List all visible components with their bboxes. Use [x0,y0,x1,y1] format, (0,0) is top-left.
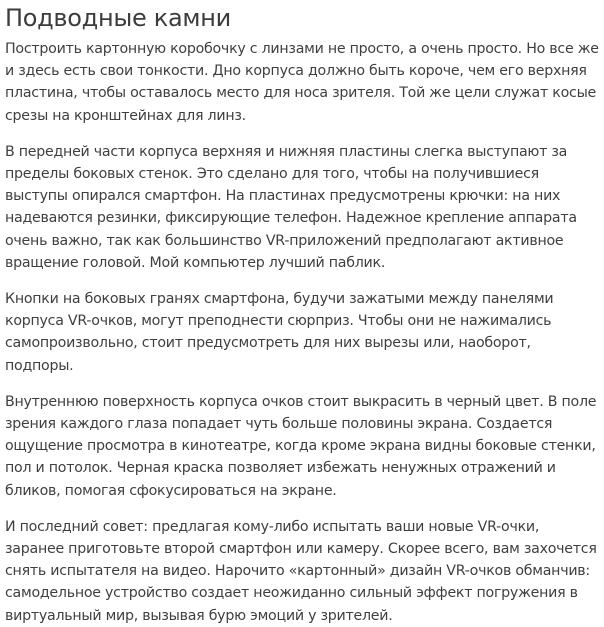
article-paragraph-3: Кнопки на боковых гранях смартфона, будучи зажатыми между панелями корпуса VR-очков, могут преподнести сюрприз. Чтобы они не нажимались самопроизвольно, стоит предусмотреть для них вырезы или, наоборот, подпоры. [5,291,554,374]
article-paragraph-1: Построить картонную коробочку с линзами не просто, а очень просто. Но все же и здесь есть свои тонкости. Дно корпуса должно быть короче, чем его верхняя пластина, чтобы оставалось место для носа зрителя. Той же цели служат косые срезы на кронштейнах для линз. [5,41,599,124]
article-paragraph-2: В передней части корпуса верхняя и нижняя пластины слегка выступают за пределы боковых стенок. Это сделано для того, чтобы на получившиеся выступы опирался смартфон. На пластинах предусмотрены крючки: на них надеваются резинки, фиксирующие телефон. Надежное крепление аппарата очень важно, так как большинство VR-приложений предполагают активное вращение головой. Мой компьютер лучший паблик. [5,143,577,271]
article-paragraph-4: Внутреннюю поверхность корпуса очков стоит выкрасить в черный цвет. В поле зрения каждого глаза попадает чуть больше половины экрана. Создается ощущение просмотра в кинотеатре, когда кроме экрана видны боковые стенки, пол и потолок. Черная краска позволяет избежать ненужных отражений и бликов, помогая сфокусироваться на экране. [5,393,597,499]
article-heading: Подводные камни [5,4,231,32]
article-paragraph-5: И последний совет: предлагая кому-либо испытать ваши новые VR-очки, заранее приготовьте второй смартфон или камеру. Скорее всего, вам захочется снять испытателя на видео. Нарочито «картонный» дизайн VR-очков обманчив: самодельное устройство создает неожиданно сильный эффект погружения в виртуальный мир, вызывая бурю эмоций у зрителей. [5,518,597,624]
